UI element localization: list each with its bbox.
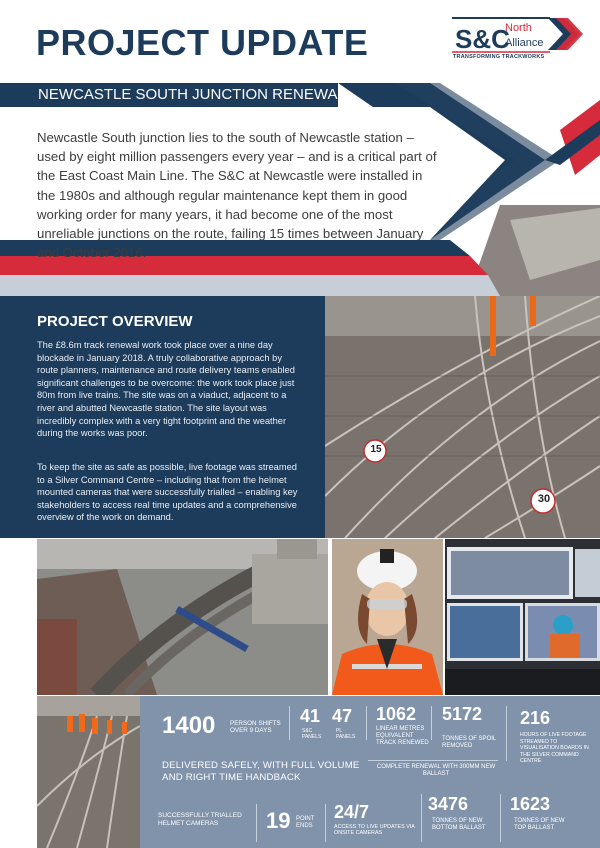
page-title: PROJECT UPDATE — [36, 22, 369, 63]
speed-sign-15: 15 — [370, 444, 382, 455]
complete-renewal-text: COMPLETE RENEWAL WITH 300MM NEW BALLAST — [376, 764, 496, 777]
stat-access-value: 24/7 — [334, 802, 370, 822]
stat-sc-panels-value: 41 — [300, 706, 321, 726]
stat-spoil-value: 5172 — [442, 704, 483, 724]
stat-person-shifts-label: PERSON SHIFTS OVER 9 DAYS — [230, 720, 281, 734]
stat-pl-panels-label: PL PANELS — [336, 728, 356, 740]
trackside-workers-photo — [37, 696, 140, 848]
stat-point-ends-label: POINT ENDS — [296, 816, 315, 829]
aerial-site-photo — [37, 539, 328, 695]
stat-point-ends-value: 19 — [266, 808, 291, 833]
stat-live-hours-value: 216 — [520, 708, 551, 728]
logo-sc-text: S&C — [455, 24, 510, 54]
stat-person-shifts-value: 1400 — [162, 712, 216, 739]
stat-spoil-label: TONNES OF SPOIL REMOVED — [442, 736, 497, 749]
stat-live-hours-label: HOURS OF LIVE FOOTAGE STREAMED TO VISUALISATION BOARDS IN THE SILVER COMMAND CENTRE — [520, 732, 589, 764]
delivered-safely-text: DELIVERED SAFELY, WITH FULL VOLUME AND RIGHT TIME HANDBACK — [162, 760, 360, 783]
intro-paragraph: Newcastle South junction lies to the south of Newcastle station – used by eight million passengers every year – and is a critical part of the East Coast Main Line. The S&C at Newcastle were installed in the 1980s and although regular maintenance kept them in good working order for many years, it had become one of the most unreliable junctions on the route, failing 15 times between January and October 2016. — [37, 130, 437, 261]
logo-north-text: North — [505, 22, 532, 34]
logo-alliance-text: Alliance — [505, 37, 544, 49]
stat-access-label: ACCESS TO LIVE UPDATES VIA ONSITE CAMERAS — [334, 824, 415, 837]
helmet-cameras-text: SUCCESSFULLY TRIALLED HELMET CAMERAS — [158, 812, 242, 827]
overview-paragraph-1: The £8.6m track renewal work took place over a nine day blockade in January 2018. A truly collaborative approach by route planners, maintenance and route delivery teams enabled significant challenges to be overcome: the work took place just 80m from live trains. The site was on a viaduct, adjacent to a river and abutted Newcastle station. The site layout was incredibly complex with a very tight footprint and the weather during the works was poor. — [37, 340, 295, 439]
stat-pl-panels-value: 47 — [332, 706, 353, 726]
command-centre-screens-photo — [445, 539, 600, 695]
overview-title: PROJECT OVERVIEW — [37, 313, 193, 330]
banner-title: NEWCASTLE SOUTH JUNCTION RENEWAL — [38, 86, 346, 103]
stat-linear-metres-value: 1062 — [376, 704, 417, 724]
stats-panel — [140, 696, 600, 848]
logo-tagline: TRANSFORMING TRACKWORKS — [453, 54, 545, 60]
stat-top-ballast-label: TONNES OF NEW TOP BALLAST — [514, 818, 565, 831]
helmet-camera-worker-photo — [332, 539, 443, 695]
overview-paragraph-2: To keep the site as safe as possible, live footage was streamed to a Silver Command Centre – including that from the helmet mounted cameras that were successfully trialled – enabling key stakeholders to access real time updates and a comprehensive overview of the work on demand. — [37, 462, 298, 523]
stat-sc-panels-label: S&C PANELS — [302, 728, 322, 740]
speed-sign-30: 30 — [537, 493, 551, 505]
stat-top-ballast-value: 1623 — [510, 794, 551, 814]
stat-bottom-ballast-value: 3476 — [428, 794, 469, 814]
stat-linear-metres-label: LINEAR METRES EQUIVALENT TRACK RENEWED — [376, 726, 429, 746]
stat-bottom-ballast-label: TONNES OF NEW BOTTOM BALLAST — [432, 818, 486, 831]
track-junction-photo — [325, 296, 600, 538]
